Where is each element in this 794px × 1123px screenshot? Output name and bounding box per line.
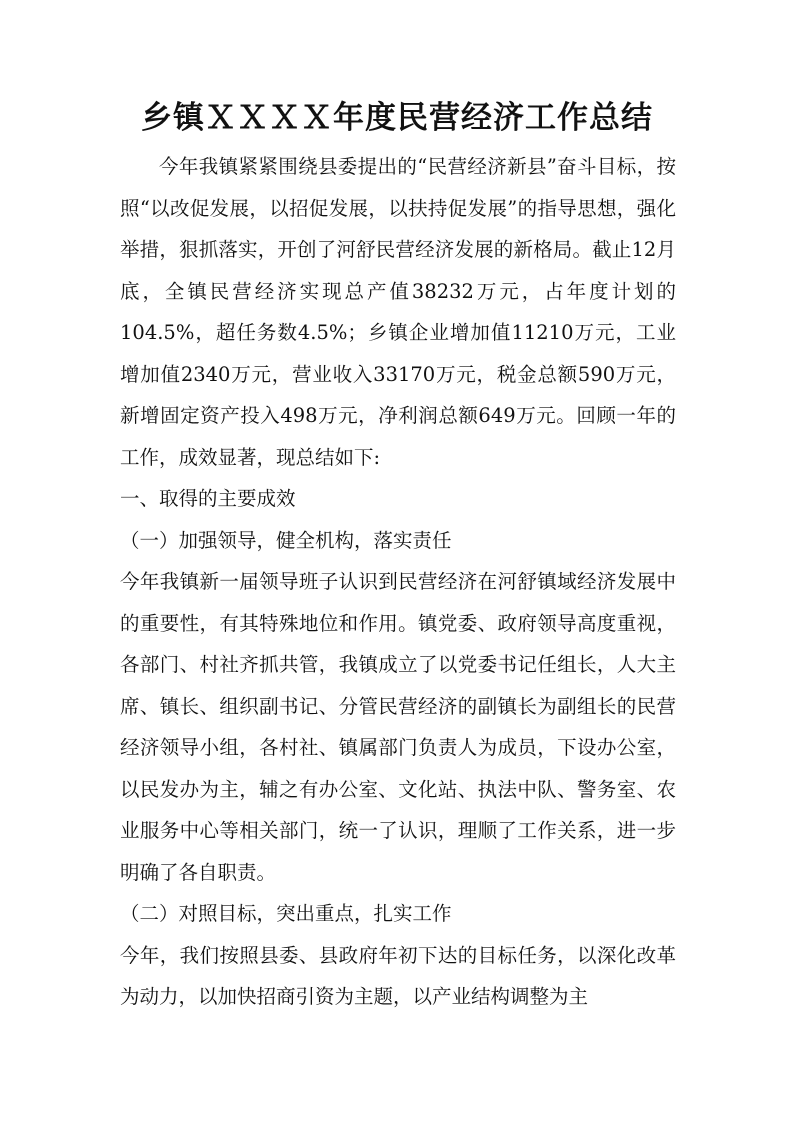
document-body [120, 146, 676, 1018]
document-title: 乡镇ＸＸＸＸ年度民营经济工作总结 [141, 100, 653, 136]
subsection-heading: （二）对照目标，突出重点，扎实工作 [120, 902, 452, 925]
section-heading: 一、取得的主要成效 [120, 487, 296, 510]
body-paragraph: 今年，我们按照县委、县政府年初下达的目标任务，以深化改革为动力，以加快招商引资为主题，以产业结构调整为主 [120, 943, 676, 1008]
subsection-heading: （一）加强领导，健全机构，落实责任 [120, 528, 452, 552]
body-paragraph: 今年我镇新一届领导班子认识到民营经济在河舒镇域经济发展中的重要性，有其特殊地位和作用。镇党委、政府领导高度重视，各部门、村社齐抓共管，我镇成立了以党委书记任组长，人大主席、镇长、组织副书记、分管民营经济的副镇长为副组长的民营经济领导小组，各村社、镇属部门负责人为成员，下设办公室，以民发办为主，辅之有办公室、文化站、执法中队、警务室、农业服务中心等相关部门，统一了认识，理顺了工作关系，进一步明确了各自职责。 [120, 570, 676, 884]
intro-paragraph: 今年我镇紧紧围绕县委提出的“民营经济新县”奋斗目标，按照“以改促发展，以招促发展，以扶持促发展”的指导思想，强化举措，狠抓落实，开创了河舒民营经济发展的新格局。截止12月底，全镇民营经济实现总产值38232万元，占年度计划的104.5%，超任务数4.5%；乡镇企业增加值11210万元，工业增加值2340万元，营业收入33170万元，税金总额590万元，新增固定资产投入498万元，净利润总额649万元。回顾一年的工作，成效显著，现总结如下: [120, 155, 676, 469]
